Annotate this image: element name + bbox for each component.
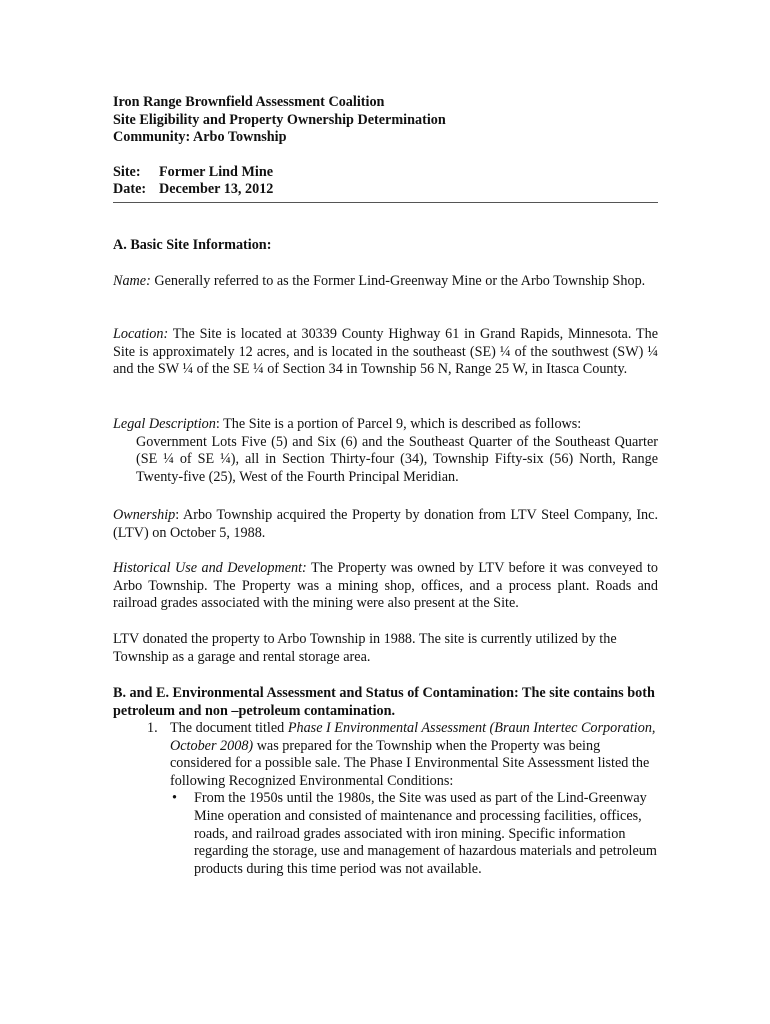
- date-value: December 13, 2012: [159, 181, 274, 198]
- date-label: Date:: [113, 181, 147, 198]
- assessment-list: [113, 720, 658, 878]
- item-number: 1.: [147, 720, 158, 736]
- name-paragraph: [113, 273, 658, 291]
- history-text: The Property was owned by LTV before it was conveyed to Arbo Township. The Property was a mining shop, offices, and a process plant. Roads and railroad grades associated with the mining were also present at the Site.: [113, 560, 658, 612]
- item-text-pre: The document titled: [170, 720, 288, 736]
- bullet-item: [113, 790, 658, 878]
- bullet-icon: •: [172, 790, 177, 807]
- site-label: Site:: [113, 163, 141, 180]
- name-text: Generally referred to as the Former Lind-Greenway Mine or the Arbo Township Shop.: [150, 273, 646, 289]
- ownership-text: : Arbo Township acquired the Property by donation from LTV Steel Company, Inc. (LTV) on October 5, 1988.: [113, 507, 658, 541]
- legal-text: : The Site is a portion of Parcel 9, which is described as follows:: [215, 416, 582, 432]
- document-header: [113, 94, 658, 199]
- list-item: [113, 720, 658, 790]
- community-line: Community: Arbo Township: [113, 129, 287, 146]
- section-a-heading: A. Basic Site Information:: [113, 237, 272, 253]
- ownership-paragraph: [113, 507, 658, 542]
- coalition-title: Iron Range Brownfield Assessment Coalition: [113, 94, 385, 110]
- header-divider: [113, 202, 658, 203]
- location-label: Location:: [113, 326, 169, 342]
- legal-intro: [113, 416, 658, 434]
- bullet-text: From the 1950s until the 1980s, the Site was used as part of the Lind-Greenway Mine operation and consisted of maintenance and processing facilities, offices, roads, and railroad grades associated with iron mining. Specific information regarding the storage, use and management of hazardous materials and petroleum products during this time period was not available.: [194, 790, 657, 877]
- determination-title: Site Eligibility and Property Ownership Determination: [113, 111, 446, 128]
- ltv-paragraph: LTV donated the property to Arbo Township in 1988. The site is currently utilized by the Township as a garage and rental storage area.: [113, 631, 617, 665]
- location-text: The Site is located at 30339 County Highway 61 in Grand Rapids, Minnesota. The Site is approximately 12 acres, and is located in the southeast (SE) ¼ of the southwest (SW) ¼ and the SW ¼ of the SE ¼ of Section 34 in Township 56 N, Range 25 W, in Itasca County.: [113, 326, 658, 378]
- history-label: Historical Use and Development:: [113, 560, 307, 576]
- item-text-post: was prepared for the Township when the Property was being considered for a possible sale. The Phase I Environmental Site Assessment listed the following Recognized Environmental Conditions:: [170, 737, 650, 789]
- site-line: [113, 164, 658, 182]
- name-label: Name:: [113, 273, 151, 289]
- item-document-title: Phase I Environmental Assessment (Braun Intertec Corporation, October 2008): [170, 720, 656, 754]
- site-value: Former Lind Mine: [159, 163, 274, 180]
- legal-label: Legal Description: [113, 416, 216, 432]
- legal-description-paragraph: [113, 416, 658, 486]
- section-be-heading: B. and E. Environmental Assessment and Status of Contamination: The site contains both petroleum and non –petroleum contamination.: [113, 685, 655, 719]
- ownership-label: Ownership: [113, 507, 176, 523]
- legal-detail: Government Lots Five (5) and Six (6) and the Southeast Quarter of the Southeast Quarter (SE ¼ of SE ¼), all in Section Thirty-four (34), Township Fifty-six (56) North, Range Twenty-five (25), West of the Fourth Principal Meridian.: [136, 433, 658, 485]
- location-paragraph: [113, 326, 658, 379]
- date-line: [113, 181, 658, 199]
- historical-use-paragraph: [113, 560, 658, 613]
